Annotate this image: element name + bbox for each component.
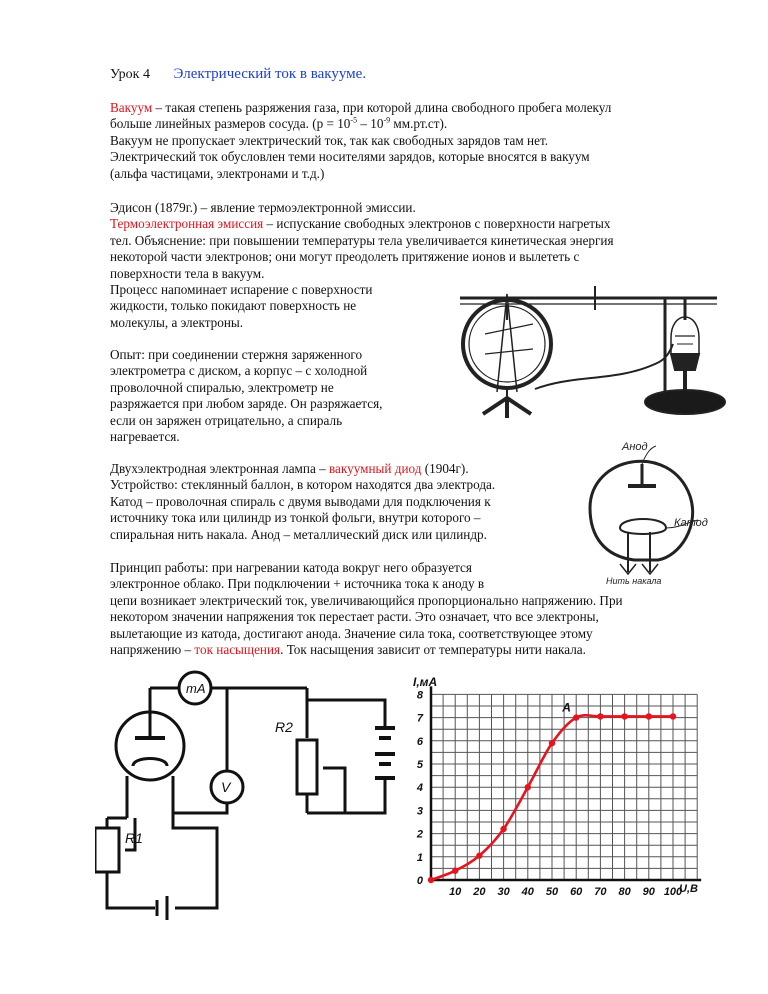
data-point bbox=[500, 826, 506, 832]
data-point bbox=[646, 713, 652, 719]
principle-line: цепи возникает электрический ток, увеличивающийся пропорционально напряжению. При bbox=[110, 592, 623, 608]
lesson-title: Электрический ток в вакууме. bbox=[173, 66, 367, 82]
thermo-definition: – испускание свободных электронов с поверхности нагретых bbox=[263, 216, 611, 232]
experiment-line: нагревается. bbox=[110, 429, 180, 445]
vacuum-no-current: Вакуум не пропускает электрический ток, так как свободных зарядов там нет. bbox=[110, 132, 549, 148]
x-tick-label: 100 bbox=[663, 886, 683, 898]
experiment-line: разряжается при любом заряде. Он разряжается, bbox=[110, 396, 383, 412]
diode-line: спиральная нить накала. Анод – металлический диск или цилиндр. bbox=[110, 526, 487, 542]
x-tick-label: 80 bbox=[618, 886, 631, 898]
vacuum-pressure-line: больше линейных размеров сосуда. ($р = 10^{-5} - 10^{-9}$ мм.рт.ст). bbox=[110, 116, 448, 132]
y-tick-label: 1 bbox=[416, 851, 423, 864]
principle-section bbox=[110, 560, 623, 658]
principle-line: некотором значении напряжения ток перестает расти. Это означает, что все электроны, bbox=[110, 609, 599, 625]
y-tick-label: 0 bbox=[416, 875, 423, 887]
diode-figure bbox=[580, 436, 720, 586]
chart-tick-labels bbox=[416, 689, 683, 898]
vacuum-definition: – такая степень разряжения газа, при которой длина свободного пробега молекул bbox=[152, 100, 612, 115]
data-point bbox=[621, 713, 627, 719]
y-tick-label: 4 bbox=[416, 782, 423, 795]
data-point bbox=[549, 740, 555, 746]
data-point bbox=[573, 714, 579, 720]
ammeter-label: mA bbox=[186, 681, 206, 696]
thermo-line: Процесс напоминает испарение с поверхности bbox=[110, 282, 373, 298]
vacuum-carriers-1: Электрический ток обусловлен теми носителями зарядов, которые вносятся в вакуум bbox=[110, 149, 590, 165]
y-tick-label: 8 bbox=[416, 689, 423, 702]
diode-year: (1904г). bbox=[421, 461, 469, 476]
x-tick-label: 20 bbox=[473, 886, 486, 898]
term-thermo-emission: Термоэлектронная эмиссия bbox=[110, 216, 264, 232]
vacuum-section bbox=[110, 100, 611, 182]
diode-label-anode: Анод bbox=[622, 441, 648, 453]
thermo-line: молекулы, а электроны. bbox=[110, 314, 244, 330]
x-axis-label: U,B bbox=[679, 883, 698, 895]
electrometer-figure bbox=[455, 274, 730, 444]
term-vacuum-diode: вакуумный диод bbox=[329, 461, 422, 476]
voltmeter-label: V bbox=[221, 779, 231, 795]
principle-last: напряжению – bbox=[110, 642, 195, 658]
diode-circuit-diagram bbox=[95, 668, 405, 923]
y-axis-label: I,мА bbox=[413, 675, 438, 689]
diode-heading: Двухэлектродная электронная лампа – bbox=[110, 461, 329, 476]
data-point bbox=[428, 877, 434, 883]
x-tick-label: 40 bbox=[521, 886, 534, 898]
experiment-line: проволочной спиралью, электрометр не bbox=[110, 379, 334, 395]
point-a-label: A bbox=[562, 700, 571, 715]
r2-label: R2 bbox=[275, 719, 293, 735]
vacuum-carriers-2: (альфа частицами, электронами и т.д.) bbox=[110, 165, 325, 181]
y-tick-label: 5 bbox=[416, 759, 423, 771]
r1-label: R1 bbox=[125, 830, 143, 846]
current-voltage-chart bbox=[395, 668, 725, 918]
data-point bbox=[597, 713, 603, 719]
y-tick-label: 2 bbox=[416, 828, 423, 841]
experiment-section bbox=[110, 347, 382, 445]
thermo-line: жидкости, только покидают поверхность не bbox=[110, 298, 357, 314]
experiment-line: если он заряжен отрицательно, а спираль bbox=[110, 412, 343, 428]
y-tick-label: 3 bbox=[416, 805, 423, 818]
x-tick-label: 10 bbox=[449, 886, 462, 898]
term-saturation-current: ток насыщения bbox=[194, 642, 281, 658]
diode-line: источнику тока или цилиндр из тонкой фольги, внутри которого – bbox=[110, 510, 481, 526]
term-vacuum: Вакуум bbox=[110, 100, 153, 115]
thermo-line: некоторой части электронов; они могут преодолеть притяжение ионов и вылететь с bbox=[110, 249, 580, 265]
chart-grid bbox=[431, 694, 697, 880]
diode-label-filament: Нить накала bbox=[606, 576, 662, 586]
diode-line: Катод – проволочная спираль с двумя выводами для подключения к bbox=[110, 493, 491, 509]
x-tick-label: 30 bbox=[497, 886, 510, 898]
data-point bbox=[670, 713, 676, 719]
data-point bbox=[452, 868, 458, 874]
lesson-header bbox=[110, 66, 366, 83]
experiment-line: электрометра с диском, а корпус – с холодной bbox=[110, 363, 368, 379]
thermo-line: тел. Объяснение: при повышении температуры тела увеличивается кинетическая энергия bbox=[110, 232, 614, 248]
principle-last-tail: . Ток насыщения зависит от температуры нити накала. bbox=[280, 642, 586, 658]
thermo-line: поверхности тела в вакуум. bbox=[110, 265, 265, 281]
data-point bbox=[525, 784, 531, 790]
x-tick-label: 60 bbox=[570, 886, 583, 898]
x-tick-label: 70 bbox=[594, 886, 607, 898]
experiment-line: Опыт: при соединении стержня заряженного bbox=[110, 347, 363, 362]
diode-label-cathode: Катод bbox=[674, 517, 708, 529]
data-point bbox=[476, 852, 482, 858]
y-tick-label: 6 bbox=[416, 735, 423, 748]
principle-line: вылетающие из катода, достигают анода. Значение сила тока, соответствующее этому bbox=[110, 625, 593, 641]
principle-line: электронное облако. При подключении + источника тока к аноду в bbox=[110, 576, 485, 592]
diode-section bbox=[110, 461, 495, 543]
x-tick-label: 50 bbox=[545, 886, 559, 898]
y-tick-label: 7 bbox=[416, 712, 423, 725]
x-tick-label: 90 bbox=[642, 886, 655, 898]
lesson-number: Урок 4 bbox=[110, 67, 150, 82]
edison-line: Эдисон (1879г.) – явление термоэлектронной эмиссии. bbox=[110, 200, 416, 215]
principle-line: Принцип работы: при нагревании катода вокруг него образуется bbox=[110, 560, 472, 575]
diode-line: Устройство: стеклянный баллон, в котором находятся два электрода. bbox=[110, 477, 496, 493]
